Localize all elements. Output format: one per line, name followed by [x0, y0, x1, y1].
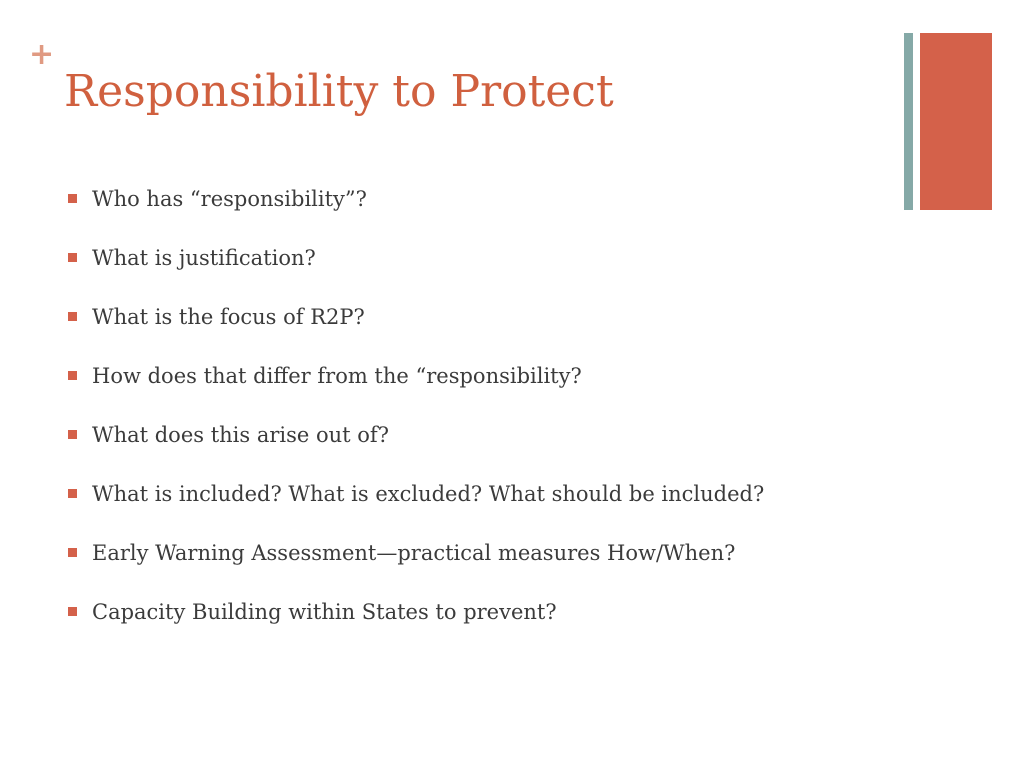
bullet-text: What does this arise out of? — [92, 423, 389, 447]
bullet-square-icon — [68, 371, 77, 380]
bullet-text: Who has “responsibility”? — [92, 187, 367, 211]
slide-title: Responsibility to Protect — [64, 66, 614, 117]
bullet-item — [68, 420, 888, 450]
bullet-item — [68, 479, 888, 509]
bullet-square-icon — [68, 253, 77, 262]
bullet-text: Early Warning Assessment—practical measures How/When? — [92, 541, 736, 565]
bullet-square-icon — [68, 312, 77, 321]
bullet-item — [68, 538, 888, 568]
bullet-square-icon — [68, 430, 77, 439]
bullet-text: How does that differ from the “responsibility? — [92, 364, 582, 388]
bullet-item — [68, 243, 888, 273]
bullet-item — [68, 184, 888, 214]
bullet-text: What is the focus of R2P? — [92, 305, 365, 329]
bullet-item — [68, 361, 888, 391]
bullet-text: What is included? What is excluded? What should be included? — [92, 482, 765, 506]
accent-bar-teal — [904, 33, 913, 210]
bullet-item — [68, 597, 888, 627]
bullet-square-icon — [68, 194, 77, 203]
bullet-text: What is justification? — [92, 246, 316, 270]
accent-bar-orange — [920, 33, 992, 210]
bullet-text: Capacity Building within States to prevent? — [92, 600, 557, 624]
bullet-square-icon — [68, 548, 77, 557]
bullet-item — [68, 302, 888, 332]
plus-decoration: + — [29, 37, 55, 72]
bullet-square-icon — [68, 607, 77, 616]
bullet-list — [68, 184, 888, 656]
bullet-square-icon — [68, 489, 77, 498]
